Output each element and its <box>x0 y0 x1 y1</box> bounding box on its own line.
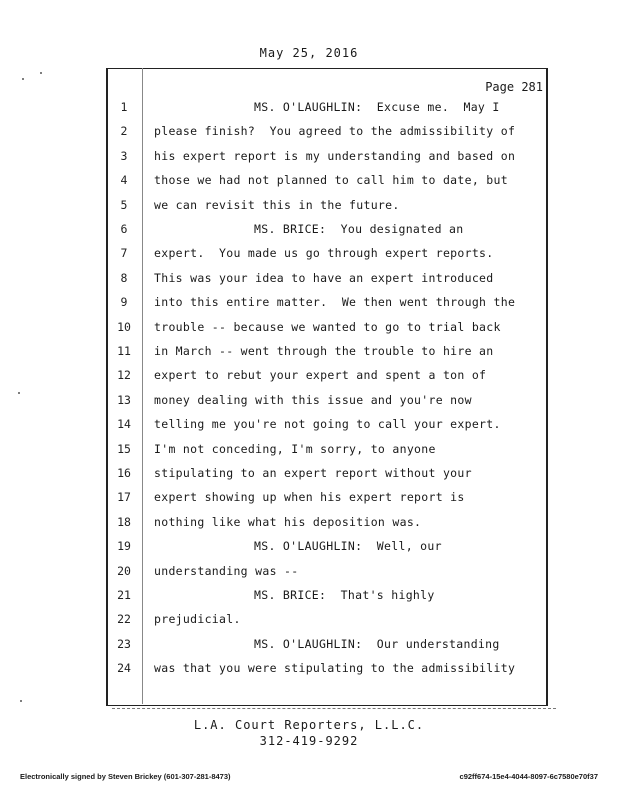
footer-phone: 312-419-9292 <box>259 734 359 748</box>
line-text: MS. O'LAUGHLIN: Excuse me. May I <box>254 100 500 114</box>
line-text: expert to rebut your expert and spent a ton of <box>154 368 487 383</box>
transcript-line <box>106 661 546 685</box>
line-text: please finish? You agreed to the admissibility of <box>154 124 516 139</box>
line-number: 6 <box>120 222 128 236</box>
line-number: 3 <box>120 148 128 163</box>
line-text: in March -- went through the trouble to hire an <box>154 344 494 358</box>
line-text: understanding was -- <box>154 563 299 578</box>
line-text: stipulating to an expert report without your <box>154 466 472 480</box>
line-number: 7 <box>120 246 128 261</box>
scan-speck <box>40 72 42 74</box>
transcript-line <box>106 173 546 197</box>
footer-company: L.A. Court Reporters, L.L.C. <box>193 718 425 732</box>
line-number: 20 <box>117 563 131 578</box>
transcript-line <box>106 295 546 319</box>
transcript-line <box>106 368 546 392</box>
transcript-line <box>106 149 546 173</box>
transcript-line <box>106 222 546 246</box>
scan-speck <box>18 392 20 394</box>
transcript-line <box>106 490 546 514</box>
esign-text: Electronically signed by Steven Brickey (601-307-281-8473) <box>20 772 231 781</box>
transcript-line <box>106 246 546 270</box>
line-text: we can revisit this in the future. <box>154 197 400 212</box>
line-text: was that you were stipulating to the admissibility <box>154 661 516 676</box>
line-text: prejudicial. <box>154 612 241 627</box>
line-number: 16 <box>117 466 131 480</box>
line-number: 14 <box>117 417 131 432</box>
line-number: 2 <box>120 124 128 139</box>
line-text: his expert report is my understanding and based on <box>154 148 516 163</box>
line-number: 18 <box>117 514 131 529</box>
line-number: 13 <box>117 392 131 407</box>
transcript-line <box>106 198 546 222</box>
line-text: MS. O'LAUGHLIN: Well, our <box>254 539 442 554</box>
transcript-line <box>106 393 546 417</box>
transcript-line <box>106 612 546 636</box>
transcript-line <box>106 271 546 295</box>
line-text: I'm not conceding, I'm sorry, to anyone <box>154 441 436 456</box>
line-number: 5 <box>120 197 128 212</box>
transcript-line <box>106 539 546 563</box>
transcript-line <box>106 124 546 148</box>
line-number: 17 <box>117 490 131 505</box>
line-number: 8 <box>120 270 128 285</box>
bottom-rule <box>112 708 556 710</box>
line-text: into this entire matter. We then went through the <box>154 295 516 310</box>
line-number: 12 <box>117 368 131 383</box>
scan-speck <box>20 700 22 702</box>
transcript-line <box>106 442 546 466</box>
transcript-line <box>106 515 546 539</box>
line-text: expert showing up when his expert report is <box>154 490 465 505</box>
line-number: 23 <box>117 636 131 651</box>
line-text: This was your idea to have an expert introduced <box>154 270 494 285</box>
transcript-line <box>106 417 546 441</box>
line-number: 21 <box>117 588 131 602</box>
line-text: MS. O'LAUGHLIN: Our understanding <box>254 636 500 651</box>
line-text: money dealing with this issue and you're now <box>154 392 472 407</box>
line-number: 10 <box>117 319 131 334</box>
line-number: 1 <box>120 100 128 114</box>
document-id: c92ff674-15e4-4044-8097-6c7580e70f37 <box>459 772 598 781</box>
line-number: 9 <box>120 295 128 310</box>
transcript-line <box>106 564 546 588</box>
scan-speck <box>22 78 24 80</box>
line-number: 22 <box>117 612 131 627</box>
page-number: Page 281 <box>485 80 543 94</box>
line-number: 11 <box>117 344 131 358</box>
transcript-line <box>106 588 546 612</box>
line-text: telling me you're not going to call your expert. <box>154 417 501 432</box>
transcript-line <box>106 100 546 124</box>
line-text: expert. You made us go through expert reports. <box>154 246 494 261</box>
line-number: 19 <box>117 539 131 554</box>
transcript-line <box>106 344 546 368</box>
header-date: May 25, 2016 <box>259 46 359 60</box>
transcript-line <box>106 637 546 661</box>
transcript-line <box>106 320 546 344</box>
line-number: 15 <box>117 441 131 456</box>
line-text: trouble -- because we wanted to go to trial back <box>154 319 501 334</box>
line-text: those we had not planned to call him to date, but <box>154 173 508 188</box>
line-number: 4 <box>120 173 128 188</box>
line-text: MS. BRICE: You designated an <box>254 222 464 236</box>
transcript-line <box>106 466 546 490</box>
line-number: 24 <box>117 661 131 676</box>
line-text: MS. BRICE: That's highly <box>254 588 435 602</box>
line-text: nothing like what his deposition was. <box>154 514 422 529</box>
